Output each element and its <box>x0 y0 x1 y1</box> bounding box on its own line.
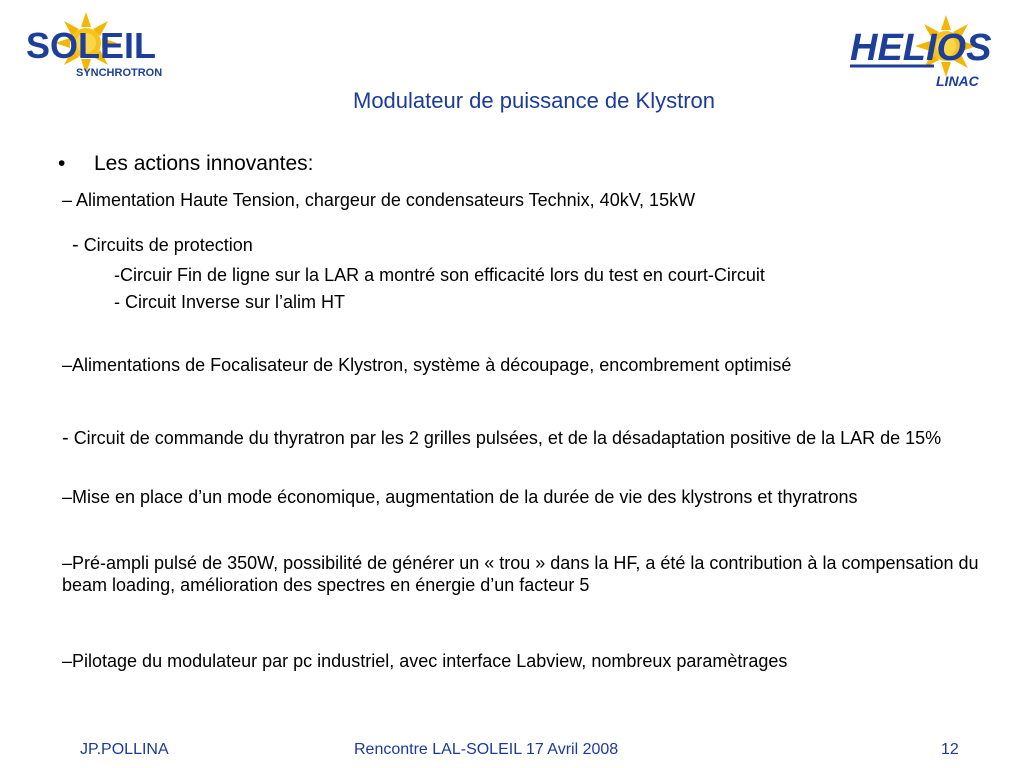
item-protection <box>72 234 253 256</box>
helios-logo <box>846 14 1006 94</box>
logo-linac-text: LINAC <box>936 73 979 89</box>
soleil-logo <box>20 10 190 90</box>
item-protection-text: Circuits de protection <box>83 235 253 255</box>
footer-event: Rencontre LAL-SOLEIL 17 Avril 2008 <box>354 741 619 758</box>
item-protection-sub2: - Circuit Inverse sur l’alim HT <box>114 292 346 312</box>
item-protection-sub1: -Circuir Fin de ligne sur la LAR a montré son efficacité lors du test en court-Circuit <box>114 265 765 285</box>
item-protection-prefix: - <box>72 234 79 256</box>
footer-author: JP.POLLINA <box>80 741 169 758</box>
item-thyratron-prefix: - <box>62 427 69 449</box>
item-eco-mode: –Mise en place d’un mode économique, augmentation de la durée de vie des klystrons et thyratrons <box>62 487 858 507</box>
item-thyratron-text: Circuit de commande du thyratron par les 2 grilles pulsées, et de la désadaptation positive de la LAR de 15% <box>73 428 942 448</box>
item-preamp: –Pré-ampli pulsé de 350W, possibilité de générer un « trou » dans la HF, a été la contribution à la compensation du beam loading, amélioration des spectres en énergie d’un facteur 5 <box>62 553 979 595</box>
footer-page-number: 12 <box>941 741 959 758</box>
bullet-text: Les actions innovantes: <box>94 152 314 175</box>
logo-helios-text: HELIOS <box>850 27 992 69</box>
item-thyratron <box>62 426 1002 450</box>
item-pilotage: –Pilotage du modulateur par pc industriel, avec interface Labview, nombreux paramètrages <box>62 651 788 671</box>
logo-synchrotron-text: SYNCHROTRON <box>76 67 163 79</box>
item-focusing: –Alimentations de Focalisateur de Klystron, système à découpage, encombrement optimisé <box>62 355 792 375</box>
slide-title: Modulateur de puissance de Klystron <box>353 88 715 113</box>
bullet-symbol: • <box>58 152 66 175</box>
logo-soleil-text: SOLEIL <box>26 25 157 66</box>
main-bullet <box>58 152 313 176</box>
item-hv-supply: – Alimentation Haute Tension, chargeur de condensateurs Technix, 40kV, 15kW <box>62 190 696 210</box>
